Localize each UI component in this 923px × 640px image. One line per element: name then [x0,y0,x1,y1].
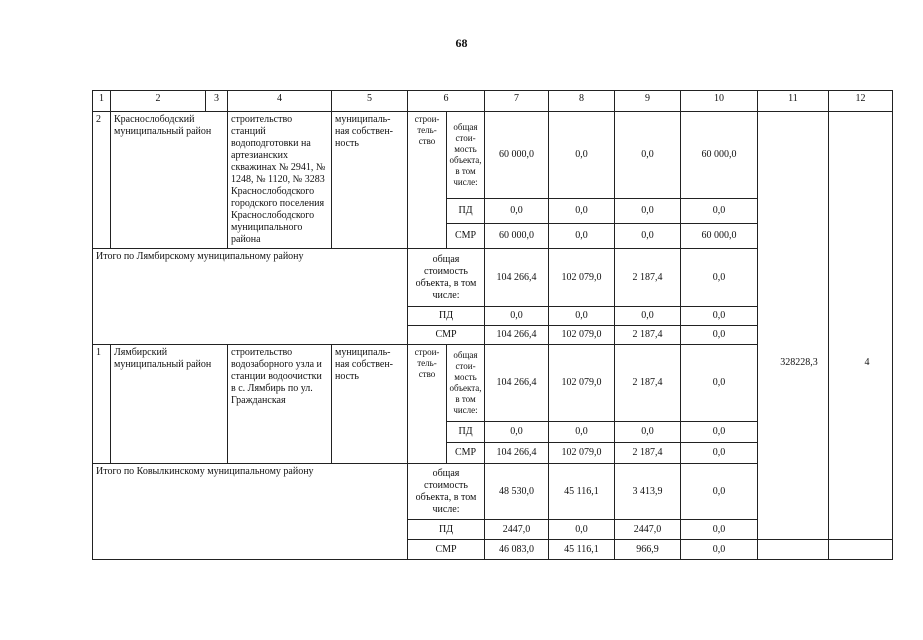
value-cell: 0,0 [615,112,681,199]
value-cell: 0,0 [681,520,758,540]
cost-label: общая стоимость объекта, в том числе: [408,464,485,520]
value-cell: 102 079,0 [549,443,615,464]
header-cell: 7 [485,91,549,112]
value-cell: 0,0 [681,540,758,560]
value-cell: 60 000,0 [681,224,758,249]
header-cell: 4 [228,91,332,112]
value-cell: 102 079,0 [549,345,615,422]
value-cell: 3 413,9 [615,464,681,520]
smr-label: СМР [408,326,485,345]
value-cell: 102 079,0 [549,249,615,307]
header-cell: 1 [93,91,111,112]
pd-label: ПД [447,422,485,443]
value-cell: 0,0 [549,199,615,224]
value-cell: 0,0 [615,199,681,224]
value-cell: 0,0 [681,345,758,422]
value-cell: 0,0 [615,224,681,249]
col11-cell [758,540,829,560]
value-cell: 46 083,0 [485,540,549,560]
value-cell: 0,0 [485,307,549,326]
value-cell: 0,0 [549,307,615,326]
value-cell: 104 266,4 [485,326,549,345]
work-type-cell: строи-тель-ство [408,345,447,464]
header-cell: 5 [332,91,408,112]
value-cell: 0,0 [681,326,758,345]
value-cell: 0,0 [681,307,758,326]
object-cell: строительство водозаборного узла и станции водоочистки в с. Лямбирь по ул. Гражданская [228,345,332,464]
value-cell: 45 116,1 [549,540,615,560]
value-cell: 2447,0 [615,520,681,540]
value-cell: 60 000,0 [681,112,758,199]
value-cell: 0,0 [549,520,615,540]
header-cell: 11 [758,91,829,112]
value-cell: 2 187,4 [615,443,681,464]
value-cell: 104 266,4 [485,443,549,464]
value-cell: 0,0 [549,422,615,443]
value-cell: 104 266,4 [485,345,549,422]
value-cell: 0,0 [549,224,615,249]
value-cell: 2 187,4 [615,345,681,422]
value-cell: 2447,0 [485,520,549,540]
pd-label: ПД [447,199,485,224]
smr-label: СМР [447,224,485,249]
smr-label: СМР [447,443,485,464]
page-number: 68 [455,36,468,50]
col12-cell [829,112,893,540]
value-cell: 0,0 [681,443,758,464]
value-cell: 0,0 [681,199,758,224]
value-cell: 102 079,0 [549,326,615,345]
header-cell: 10 [681,91,758,112]
value-cell: 0,0 [615,422,681,443]
table-row [93,112,893,199]
cost-label: общая стои-мость объекта, в том числе: [447,345,485,422]
value-cell: 60 000,0 [485,224,549,249]
header-cell: 2 [111,91,206,112]
col11-cell [758,112,829,540]
total-title: Итого по Лямбирскому муниципальному району [93,249,408,345]
header-cell: 6 [408,91,485,112]
value-cell: 0,0 [615,307,681,326]
row-number: 1 [93,345,111,464]
object-cell: строительство станций водоподготовки на артезианских скважинах № 2941, № 1248, № 1120, № 3283 Краснослободского городского поселения Краснослободского муниципального района [228,112,332,249]
value-cell: 0,0 [549,112,615,199]
header-cell: 8 [549,91,615,112]
header-cell: 12 [829,91,893,112]
pd-label: ПД [408,307,485,326]
lyambir-col12-value: 4 [864,357,870,368]
header-cell: 9 [615,91,681,112]
investment-table [92,90,893,560]
district-cell: Краснослободский муниципальный район [111,112,228,249]
value-cell: 0,0 [485,422,549,443]
value-cell: 60 000,0 [485,112,549,199]
total-title: Итого по Ковылкинскому муниципальному району [93,464,408,560]
header-cell: 3 [206,91,228,112]
value-cell: 0,0 [681,422,758,443]
district-cell: Лямбирский муниципальный район [111,345,228,464]
header-row [93,91,893,112]
ownership-cell: муниципаль-ная собствен-ность [332,112,408,249]
ownership-cell: муниципаль-ная собствен-ность [332,345,408,464]
col12-cell [829,540,893,560]
pd-label: ПД [408,520,485,540]
work-type-cell: строи-тель-ство [408,112,447,249]
lyambir-col11-value: 328228,3 [780,357,818,368]
value-cell: 2 187,4 [615,249,681,307]
value-cell: 2 187,4 [615,326,681,345]
value-cell: 0,0 [681,464,758,520]
value-cell: 0,0 [681,249,758,307]
value-cell: 48 530,0 [485,464,549,520]
value-cell: 0,0 [485,199,549,224]
row-number: 2 [93,112,111,249]
value-cell: 966,9 [615,540,681,560]
value-cell: 45 116,1 [549,464,615,520]
cost-label: общая стоимость объекта, в том числе: [408,249,485,307]
value-cell: 104 266,4 [485,249,549,307]
smr-label: СМР [408,540,485,560]
cost-label: общая стои-мость объекта, в том числе: [447,112,485,199]
